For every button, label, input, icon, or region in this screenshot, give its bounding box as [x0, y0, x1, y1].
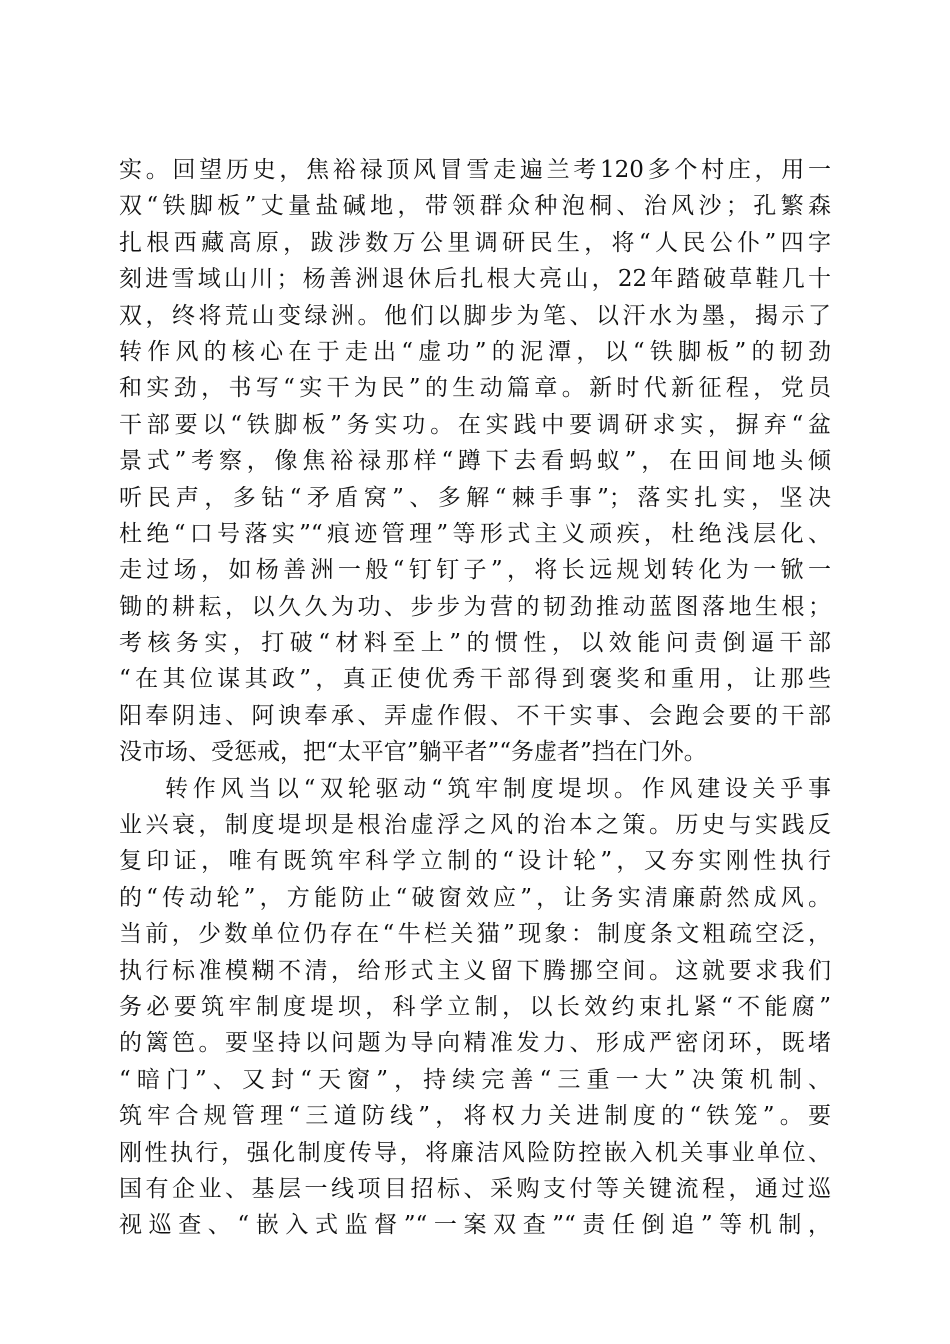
text-line: 没市场、受惩戒，把“太平官”躺平者”“务虚者”挡在门外。	[119, 739, 707, 766]
text-line: 锄的耕耘，以久久为功、步步为营的韧劲推动蓝图落地生根；	[119, 593, 831, 620]
text-line: 实。回望历史，焦裕禄顶风冒雪走遍兰考120多个村庄，用一	[119, 157, 831, 183]
text-line: 阳奉阴违、阿谀奉承、弄虚作假、不干实事、会跑会要的干部	[119, 702, 831, 729]
text-line: 当前，少数单位仍存在“牛栏关猫”现象：制度条文粗疏空泛，	[119, 921, 831, 948]
text-line: 转作风当以“双轮驱动“筑牢制度堤坝。作风建设关乎事	[165, 775, 831, 802]
text-line: 执行标准模糊不清，给形式主义留下腾挪空间。这就要求我们	[119, 957, 831, 984]
text-line: 国有企业、基层一线项目招标、采购支付等关键流程，通过巡	[119, 1175, 831, 1202]
text-line: 双“铁脚板”丈量盐碱地，带领群众种泡桐、治风沙；孔繁森	[119, 193, 831, 220]
text-line: 务必要筑牢制度堤坝，科学立制，以长效约束扎紧“不能腐”	[119, 993, 831, 1020]
text-line: 的篱笆。要坚持以问题为导向精准发力、形成严密闭环，既堵	[119, 1030, 831, 1057]
text-line: 走过场，如杨善洲一般“钉钉子”，将长远规划转化为一锨一	[119, 557, 831, 584]
text-line: 景式”考察，像焦裕禄那样“蹲下去看蚂蚁”，在田间地头倾	[119, 448, 831, 475]
text-line: 干部要以“铁脚板”务实功。在实践中要调研求实，摒弃“盆	[119, 411, 831, 438]
text-line: 的“传动轮”，方能防止“破窗效应”，让务实清廉蔚然成风。	[119, 884, 831, 911]
text-line: “暗门”、又封“天窗”，持续完善“三重一大”决策机制、	[119, 1066, 831, 1093]
text-line: 刻进雪域山川；杨善洲退休后扎根大亮山，22年踏破草鞋几十	[119, 266, 831, 293]
text-line: 听民声，多钻“矛盾窝”、多解“棘手事”；落实扎实，坚决	[119, 484, 831, 511]
text-line: 转作风的核心在于走出“虚功”的泥潭，以“铁脚板”的韧劲	[119, 338, 831, 365]
paragraph-2	[119, 771, 831, 1244]
paragraph-1	[119, 152, 831, 771]
text-line: 复印证，唯有既筑牢科学立制的“设计轮”，又夯实刚性执行	[119, 848, 831, 875]
text-line: “在其位谋其政”，真正使优秀干部得到褒奖和重用，让那些	[119, 666, 831, 693]
text-line: 视巡查、“嵌入式监督”“一案双查”“责任倒追”等机制，	[119, 1212, 831, 1239]
text-line: 考核务实，打破“材料至上”的惯性，以效能问责倒逼干部	[119, 630, 831, 657]
body-text	[119, 152, 831, 1244]
text-line: 扎根西藏高原，跋涉数万公里调研民生，将“人民公仆”四字	[119, 229, 831, 256]
text-line: 筑牢合规管理“三道防线”，将权力关进制度的“铁笼”。要	[119, 1103, 831, 1130]
text-line: 刚性执行，强化制度传导，将廉洁风险防控嵌入机关事业单位、	[119, 1139, 831, 1166]
text-line: 业兴衰，制度堤坝是根治虚浮之风的治本之策。历史与实践反	[119, 812, 831, 839]
text-line: 杜绝“口号落实”“痕迹管理”等形式主义顽疾，杜绝浅层化、	[119, 520, 831, 547]
text-line: 和实劲，书写“实干为民”的生动篇章。新时代新征程，党员	[119, 375, 831, 402]
text-line: 双，终将荒山变绿洲。他们以脚步为笔、以汗水为墨，揭示了	[119, 302, 831, 329]
